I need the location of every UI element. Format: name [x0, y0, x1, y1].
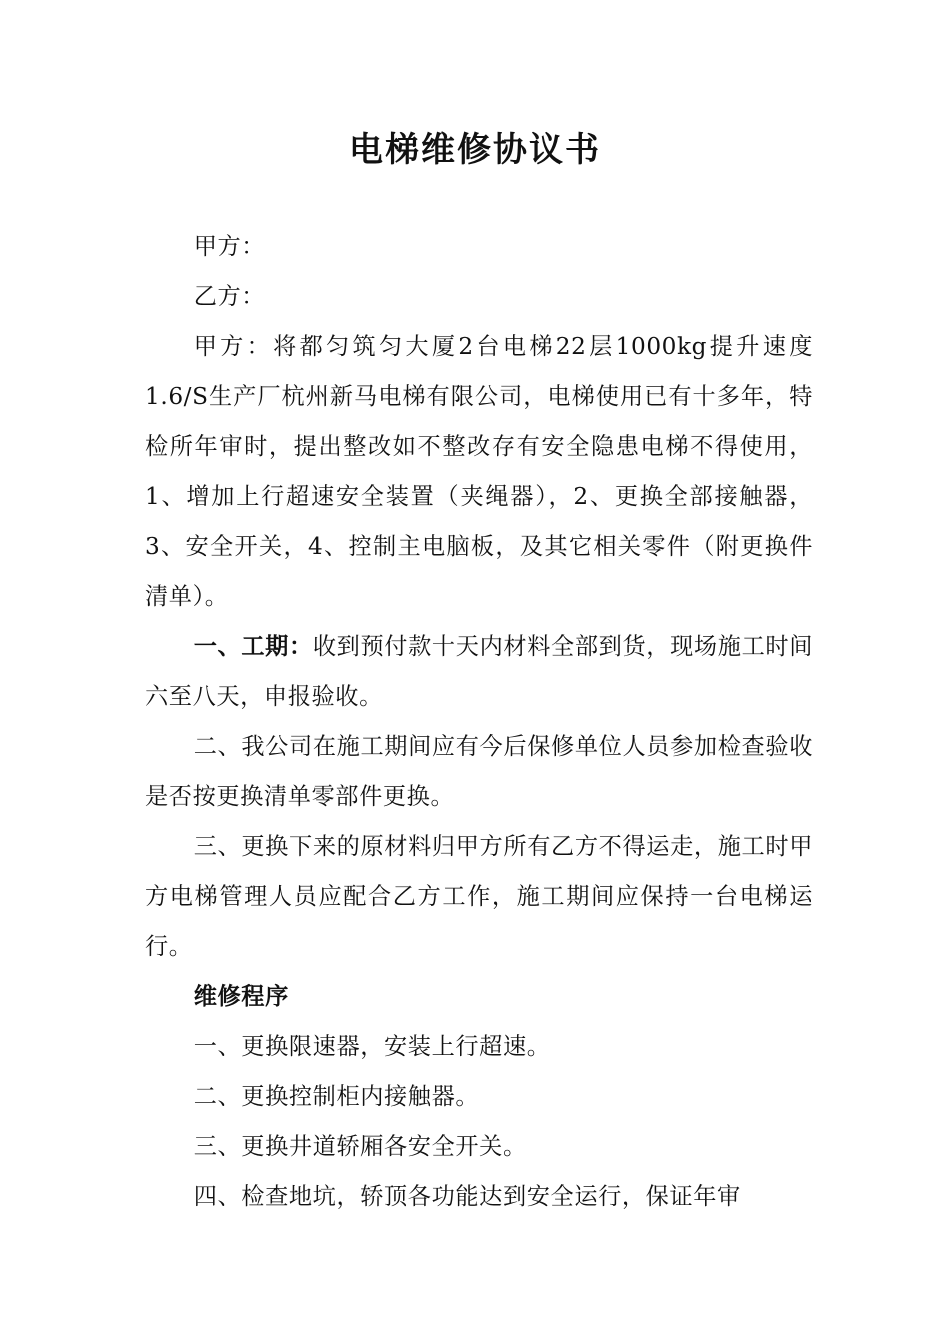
- procedure-step-3: 三、更换井道轿厢各安全开关。: [193, 1133, 527, 1160]
- document-body: [145, 222, 813, 1222]
- intro-paragraph: 甲方：将都匀筑匀大厦2台电梯22层1000kg提升速度1.6/S生产厂杭州新马电梯有限公司，电梯使用已有十多年，特检所年审时，提出整改如不整改存有安全隐患电梯不得使用，1、增加上行超速安全装置（夹绳器），2、更换全部接触器，3、安全开关，4、控制主电脑板，及其它相关零件（附更换件清单）。: [145, 333, 813, 610]
- procedure-heading: 维修程序: [193, 983, 289, 1010]
- clause-1-text: 收到预付款十天内材料全部到货，现场施工时间六至八天，申报验收。: [145, 633, 814, 710]
- party-b-line: 乙方：: [193, 283, 266, 310]
- document-title: 电梯维修协议书: [349, 130, 601, 170]
- procedure-step-1: 一、更换限速器，安装上行超速。: [193, 1033, 551, 1060]
- clause-1-heading: 一、工期：: [193, 633, 313, 660]
- party-a-line: 甲方：: [193, 233, 266, 260]
- clause-1-paragraph: [145, 622, 813, 722]
- procedure-step-4: 四、检查地坑，轿顶各功能达到安全运行，保证年审: [193, 1183, 741, 1210]
- clause-3-paragraph: 三、更换下来的原材料归甲方所有乙方不得运走，施工时甲方电梯管理人员应配合乙方工作，施工期间应保持一台电梯运行。: [145, 833, 813, 960]
- procedure-step-2: 二、更换控制柜内接触器。: [193, 1083, 480, 1110]
- clause-2-paragraph: 二、我公司在施工期间应有今后保修单位人员参加检查验收是否按更换清单零部件更换。: [145, 733, 813, 810]
